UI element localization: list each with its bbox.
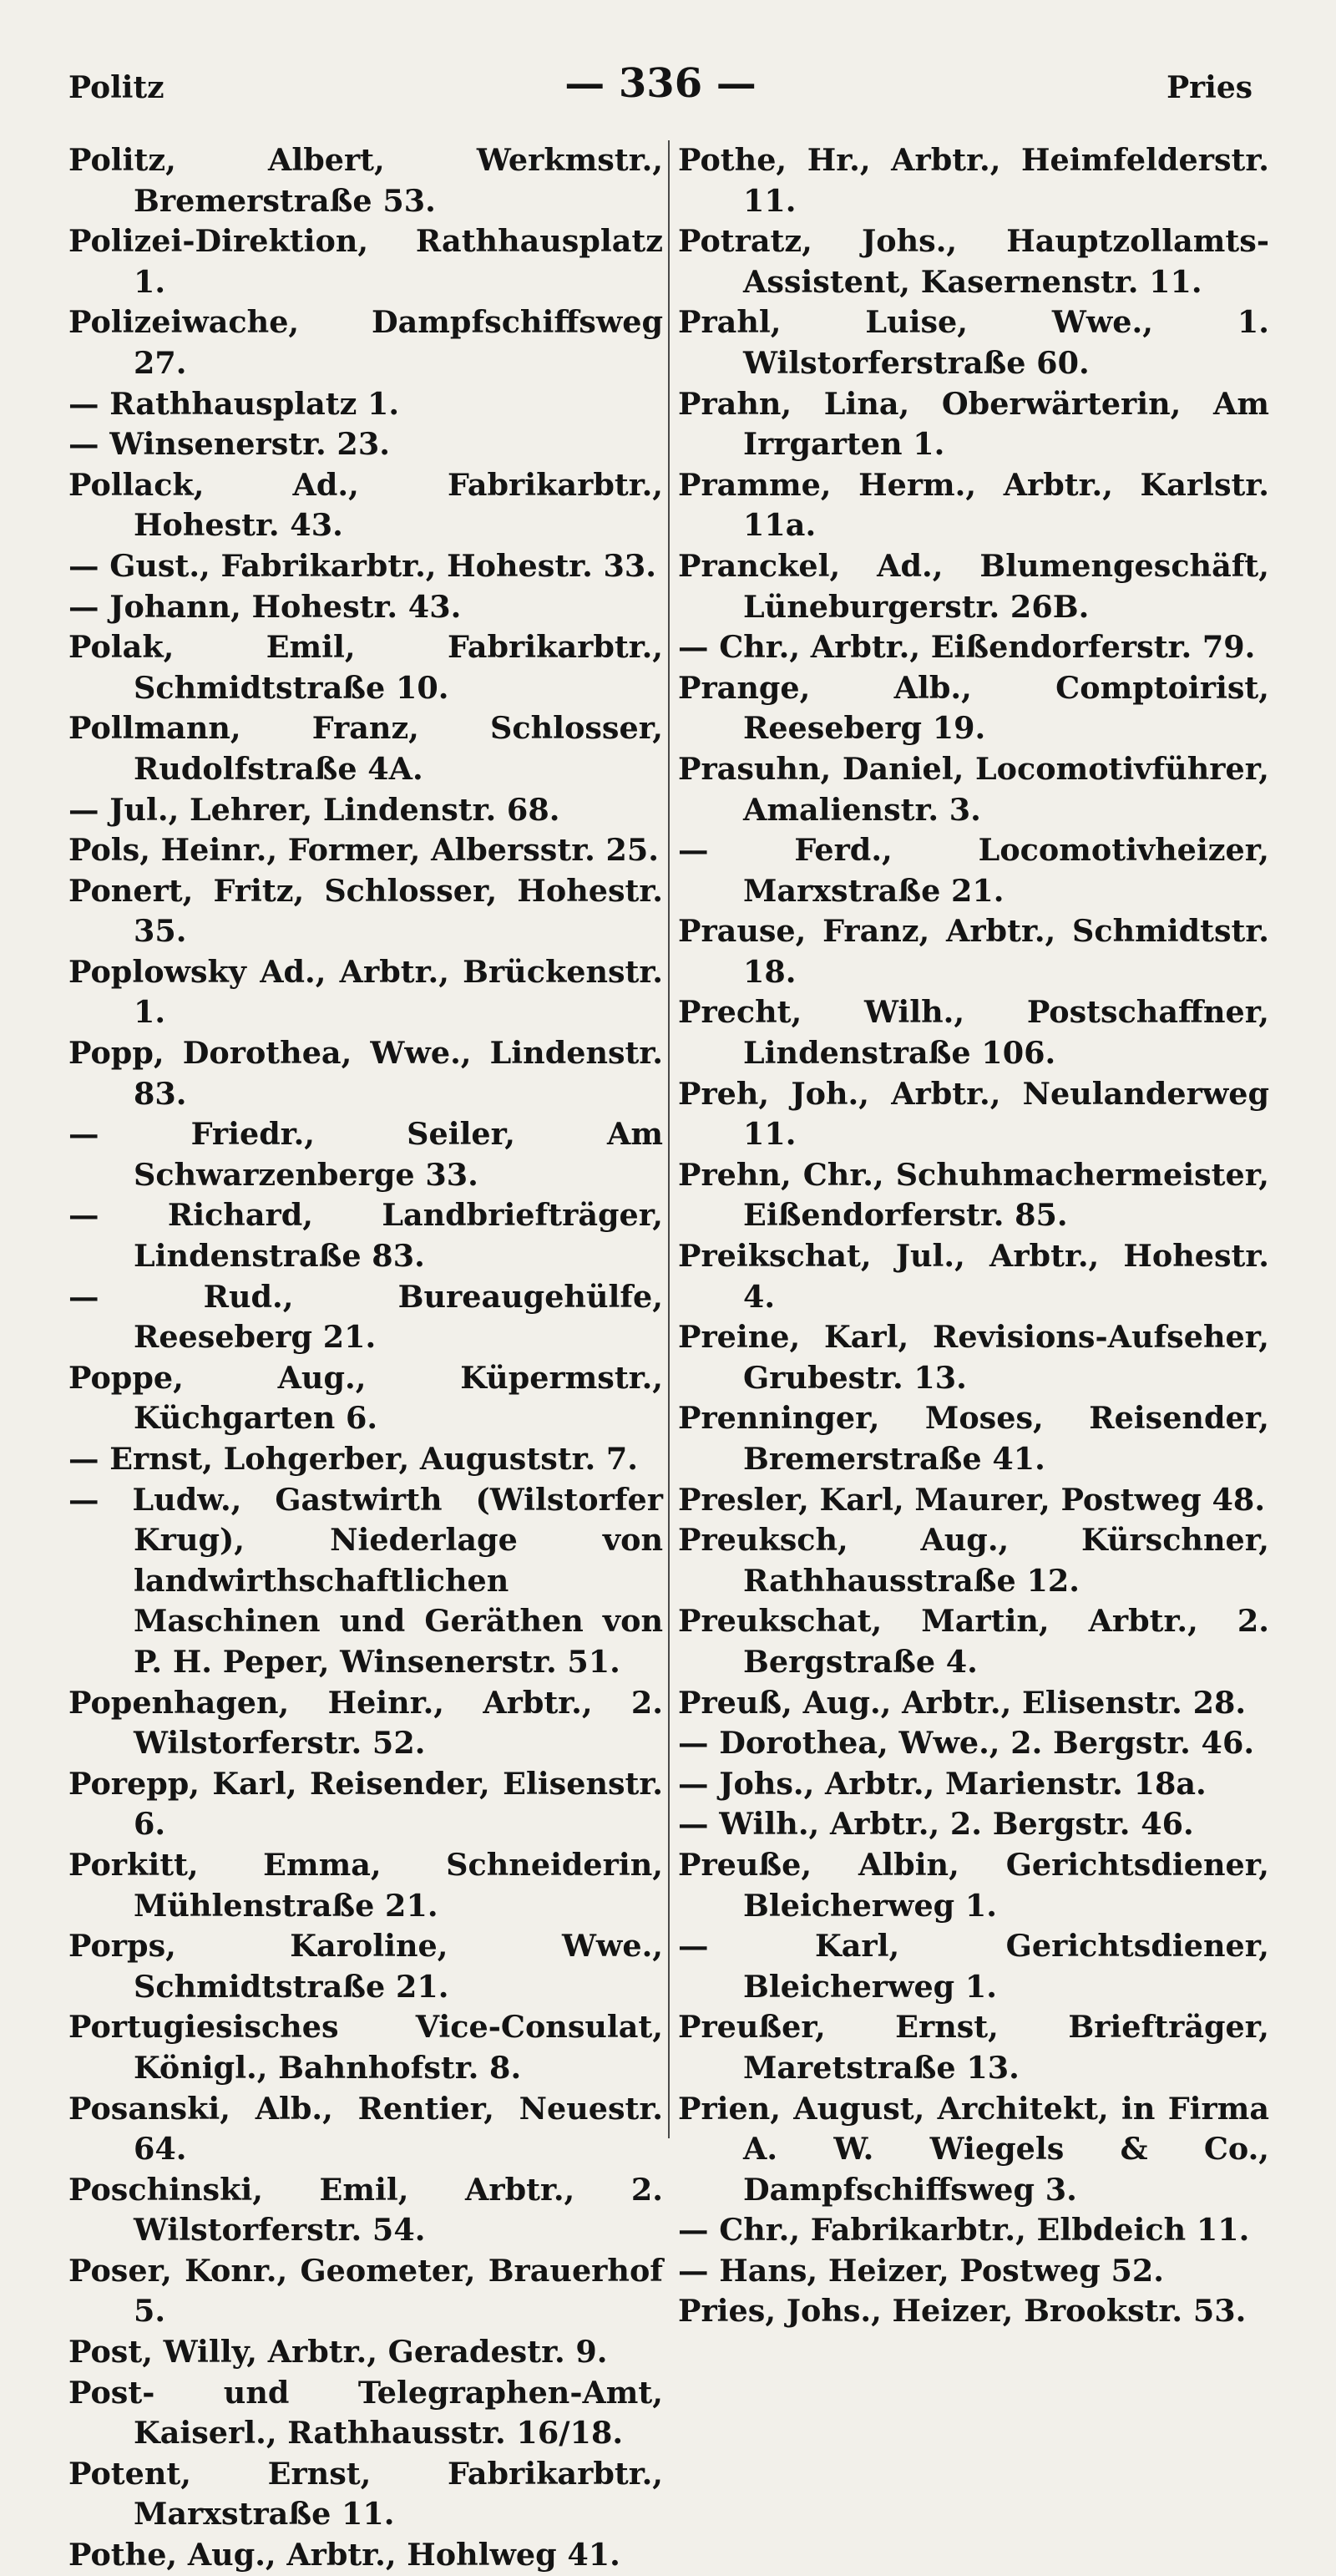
directory-entry: — Ferd., Locomotivheizer, Marxstraße 21. — [678, 832, 1269, 909]
directory-entry: Preuß, Aug., Arbtr., Elisenstr. 28. — [678, 1684, 1247, 1721]
directory-entry: — Ernst, Lohgerber, Auguststr. 7. — [68, 1441, 639, 1477]
directory-entry: Post, Willy, Arbtr., Geradestr. 9. — [68, 2334, 608, 2371]
directory-entry: Prahn, Lina, Oberwärterin, Am Irrgarten 1. — [678, 385, 1269, 463]
directory-entry: — Ludw., Gastwirth (Wilstorfer Krug), Niederlage von landwirthschaftlichen Maschinen und Geräthen von P. H. Peper, Winsenerstr. 51. — [68, 1481, 663, 1680]
header-right-keyword: Pries — [1166, 70, 1252, 105]
directory-entry: Poplowsky Ad., Arbtr., Brückenstr. 1. — [68, 953, 663, 1031]
directory-entry: Poser, Konr., Geometer, Brauerhof 5. — [68, 2252, 663, 2330]
directory-entry: Pothe, Hr., Arbtr., Heimfelderstr. 11. — [678, 142, 1269, 219]
directory-entry: Presler, Karl, Maurer, Postweg 48. — [678, 1481, 1266, 1518]
directory-entry: — Johann, Hohestr. 43. — [68, 588, 462, 625]
column-divider — [668, 140, 670, 2138]
directory-entry: Posanski, Alb., Rentier, Neuestr. 64. — [68, 2090, 663, 2168]
directory-entry: — Gust., Fabrikarbtr., Hohestr. 33. — [68, 547, 656, 584]
directory-entry: Polizeiwache, Dampfschiffsweg 27. — [68, 304, 663, 381]
directory-entry: — Rathhausplatz 1. — [68, 385, 400, 422]
directory-entry: — Johs., Arbtr., Marienstr. 18a. — [678, 1765, 1207, 1802]
directory-entry: Porkitt, Emma, Schneiderin, Mühlenstraße 21. — [68, 1846, 663, 1924]
directory-entry: — Rud., Bureaugehülfe, Reeseberg 21. — [68, 1278, 663, 1356]
directory-entry: Pollack, Ad., Fabrikarbtr., Hohestr. 43. — [68, 466, 663, 544]
page-number: — 336 — — [564, 60, 757, 107]
directory-entry: Post- und Telegraphen-Amt, Kaiserl., Rathhausstr. 16/18. — [68, 2374, 663, 2452]
directory-entry: Prenninger, Moses, Reisender, Bremerstraße 41. — [678, 1400, 1269, 1477]
directory-entry: Poppe, Aug., Küpermstr., Küchgarten 6. — [68, 1359, 663, 1437]
directory-entry: Prehn, Chr., Schuhmachermeister, Eißendorferstr. 85. — [678, 1156, 1269, 1234]
directory-entry: Poschinski, Emil, Arbtr., 2. Wilstorferstr. 54. — [68, 2171, 663, 2249]
directory-entry: — Wilh., Arbtr., 2. Bergstr. 46. — [678, 1806, 1194, 1843]
directory-entry: Potratz, Johs., Hauptzollamts-Assistent, Kasernenstr. 11. — [678, 223, 1269, 300]
directory-entry: Precht, Wilh., Postschaffner, Lindenstraße 106. — [678, 994, 1269, 1072]
directory-entry: Portugiesisches Vice-Consulat, Königl., Bahnhofstr. 8. — [68, 2009, 663, 2086]
directory-entry: Porepp, Karl, Reisender, Elisenstr. 6. — [68, 1765, 663, 1843]
directory-entry: — Chr., Arbtr., Eißendorferstr. 79. — [678, 629, 1256, 666]
directory-entry: Pollmann, Franz, Schlosser, Rudolfstraße 4A. — [68, 710, 663, 787]
directory-entry: — Richard, Landbriefträger, Lindenstraße 83. — [68, 1197, 663, 1275]
directory-entry: — Karl, Gerichtsdiener, Bleicherweg 1. — [678, 1928, 1269, 2005]
directory-entry: Preh, Joh., Arbtr., Neulanderweg 11. — [678, 1075, 1269, 1153]
directory-entry: Prause, Franz, Arbtr., Schmidtstr. 18. — [678, 913, 1269, 990]
directory-entry: Pries, Johs., Heizer, Brookstr. 53. — [678, 2293, 1247, 2330]
directory-entry: Popenhagen, Heinr., Arbtr., 2. Wilstorferstr. 52. — [68, 1684, 663, 1762]
directory-entry: Polizei-Direktion, Rathhausplatz 1. — [68, 223, 663, 300]
directory-entry: Polak, Emil, Fabrikarbtr., Schmidtstraße 10. — [68, 629, 663, 706]
directory-entry: — Friedr., Seiler, Am Schwarzenberge 33. — [68, 1116, 663, 1193]
directory-entry: — Jul., Lehrer, Lindenstr. 68. — [68, 791, 560, 828]
right-column — [678, 140, 1269, 2332]
header-left-keyword: Politz — [68, 70, 164, 105]
directory-entry: — Chr., Fabrikarbtr., Elbdeich 11. — [678, 2212, 1250, 2249]
directory-entry: Popp, Dorothea, Wwe., Lindenstr. 83. — [68, 1035, 663, 1112]
directory-entry: Prasuhn, Daniel, Locomotivführer, Amalienstr. 3. — [678, 750, 1269, 828]
directory-entry: — Winsenerstr. 23. — [68, 426, 390, 463]
directory-entry: Porps, Karoline, Wwe., Schmidtstraße 21. — [68, 1928, 663, 2005]
directory-entry: — Hans, Heizer, Postweg 52. — [678, 2252, 1164, 2289]
directory-entry: Preuksch, Aug., Kürschner, Rathhausstraße 12. — [678, 1522, 1269, 1599]
directory-entry: Preikschat, Jul., Arbtr., Hohestr. 4. — [678, 1238, 1269, 1315]
directory-entry: — Dorothea, Wwe., 2. Bergstr. 46. — [678, 1725, 1255, 1762]
directory-entry: Prange, Alb., Comptoirist, Reeseberg 19. — [678, 669, 1269, 747]
directory-entry: Pramme, Herm., Arbtr., Karlstr. 11a. — [678, 466, 1269, 544]
directory-entry: Prahl, Luise, Wwe., 1. Wilstorferstraße 60. — [678, 304, 1269, 381]
directory-entry: Pols, Heinr., Former, Albersstr. 25. — [68, 832, 659, 869]
left-column — [68, 140, 663, 2576]
page-header — [68, 60, 1252, 110]
directory-entry: Potent, Ernst, Fabrikarbtr., Marxstraße 11. — [68, 2455, 663, 2533]
directory-entry: Preuße, Albin, Gerichtsdiener, Bleicherweg 1. — [678, 1846, 1269, 1924]
directory-entry: Pranckel, Ad., Blumengeschäft, Lüneburgerstr. 26B. — [678, 547, 1269, 625]
directory-entry: Preine, Karl, Revisions-Aufseher, Grubestr. 13. — [678, 1319, 1269, 1396]
directory-entry: Politz, Albert, Werkmstr., Bremerstraße 53. — [68, 142, 663, 219]
directory-entry: Ponert, Fritz, Schlosser, Hohestr. 35. — [68, 872, 663, 950]
directory-entry: Prien, August, Architekt, in Firma A. W. Wiegels & Co., Dampfschiffsweg 3. — [678, 2090, 1269, 2208]
directory-entry: Preukschat, Martin, Arbtr., 2. Bergstraße 4. — [678, 1603, 1269, 1680]
directory-entry: Pothe, Aug., Arbtr., Hohlweg 41. — [68, 2537, 620, 2573]
directory-entry: Preußer, Ernst, Briefträger, Maretstraße 13. — [678, 2009, 1269, 2086]
